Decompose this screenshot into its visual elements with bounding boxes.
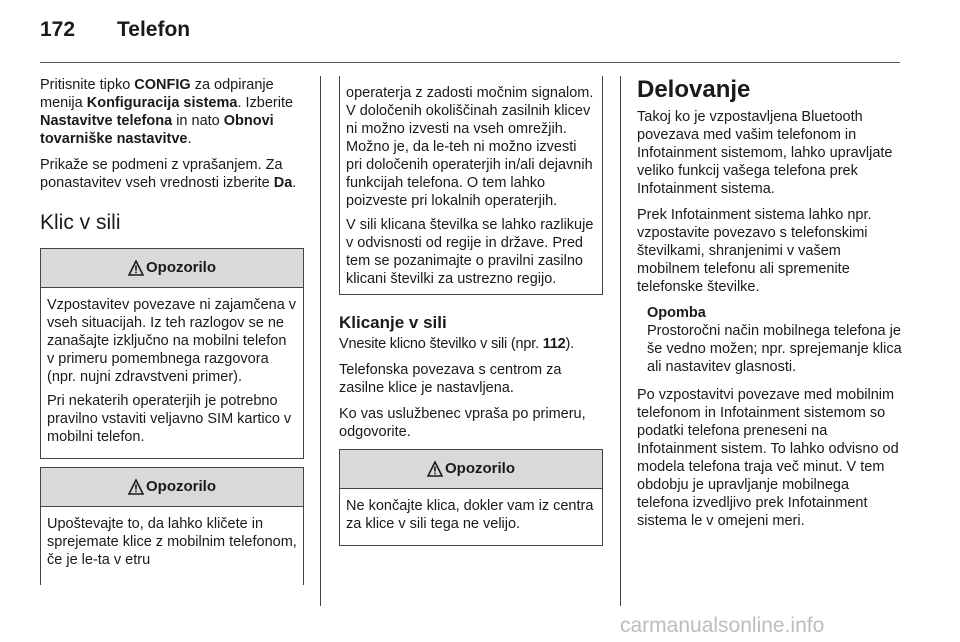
column-1 [40,76,302,585]
menu-factory-reset: Obnovi tovarniške nastavitve [40,113,274,147]
warning-header: Opozorilo [41,468,303,507]
warning-text: Upoštevajte to, da lahko kličete in sprejemate klice z mobilnim telefonom, če je le-ta v etru [47,516,297,568]
warning-text: V sili klicana številka se lahko razlikuje v odvisnosti od regije in države. Pred tem se pozanimajte o pravilni zasilno klicani številki za ustrezno regijo. [346,217,594,287]
warning-icon [427,461,443,477]
column-2 [339,76,601,546]
warning-header: Opozorilo [41,249,303,288]
warning-text: operaterja z zadosti močnim signalom. V določenih okoliščinah zasilnih klicev ni možno izvesti na vseh omrežjih. Možno je, da le-teh ni možno izvesti pri določenih operaterjih in/ali dejavnih funkcijah telefona. O tem lahko poizveste pri lokalnih operaterjih. [346,85,594,209]
header-rule [40,62,900,63]
column-divider-2 [620,76,621,606]
warning-box-2-continued [339,76,603,295]
warning-box-1 [40,248,304,459]
body-text: Telefonska povezava s centrom za zasilne klice je nastavljena. [339,362,562,396]
section-heading-emergency: Klic v sili [40,211,121,234]
reset-instructions: Pritisnite tipko CONFIG za odpiranje menija Konfiguracija sistema. Izberite Nastavitve telefona in nato Obnovi tovarniške nastavitve. [40,77,294,147]
column-divider-1 [320,76,321,606]
body-text: Ko vas uslužbenec vpraša po primeru, odgovorite. [339,406,586,440]
emergency-number: 112 [542,336,566,352]
reset-confirm-text: Prikaže se podmeni z vprašanjem. Za ponastavitev vseh vrednosti izberite Da. [40,157,297,191]
body-text: Prek Infotainment sistema lahko npr. vzpostavite povezavo s telefonskimi številkami, shranjenimi v vašem mobilnem telefonu ali spremenite telefonske številke. [637,207,872,295]
body-text: Po vzpostavitvi povezave med mobilnim telefonom in Infotainment sistemom so podatki telefona preneseni na Infotainment sistem. To lahko odvisno od modela telefona traja več minut. V tem obdobju je upravljanje mobilnega telefona izvedljivo prek Infotainment sistema le v omejeni meri. [637,387,899,529]
warning-text: Ne končajte klica, dokler vam iz centra za klice v sili tega ne velijo. [346,498,594,532]
note-box [637,304,902,376]
option-yes: Da [273,175,293,191]
watermark: carmanualsonline.info [620,614,825,637]
subsection-heading-emergency-call: Klicanje v sili [339,313,447,332]
menu-phone-settings: Nastavitve telefona [40,113,173,129]
emergency-number-text: Vnesite klicno številko v sili (npr. 112). [339,336,575,352]
note-text: Prostoročni način mobilnega telefona je še vedno možen; npr. sprejemanje klica ali nastavitev glasnosti. [647,323,902,375]
page-number: 172 [40,18,76,41]
warning-icon [128,479,144,495]
section-heading-operation: Delovanje [637,76,751,103]
note-title: Opomba [647,305,706,321]
menu-system-config: Konfiguracija sistema [86,95,238,111]
column-3 [637,76,902,538]
config-key: CONFIG [134,77,191,93]
warning-box-3 [339,449,603,546]
warning-header: Opozorilo [340,450,602,489]
page-title: Telefon [117,18,191,41]
warning-box-2 [40,467,304,585]
warning-text: Vzpostavitev povezave ni zajamčena v vseh situacijah. Iz teh razlogov se ne zanašajte izključno na mobilni telefon v primeru pomembnega razgovora (npr. nujni zdravstveni primer). [47,297,297,385]
warning-text: Pri nekaterih operaterjih je potrebno pravilno vstaviti veljavno SIM kartico v mobilni telefon. [47,393,292,445]
body-text: Takoj ko je vzpostavljena Bluetooth povezava med vašim telefonom in Infotainment sistemom, lahko upravljate veliko funkcij vašega telefona prek Infotainment sistema. [637,109,893,197]
warning-icon [128,260,144,276]
